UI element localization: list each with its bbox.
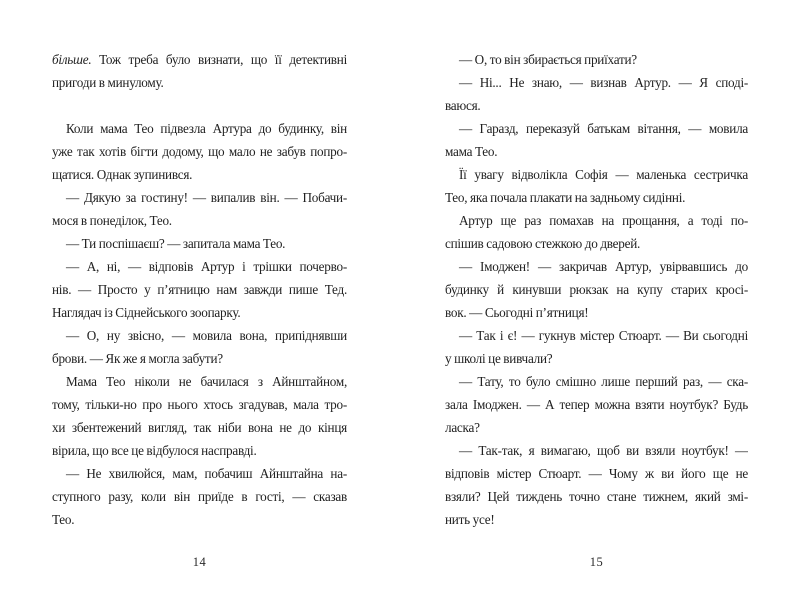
text-line: — Так-так, я вимагаю, щоб ви взяли ноутбук! — [459,443,748,458]
text-line: зала Імоджен. — А тепер можна взяти ноутбук? Будь [445,397,748,412]
text-line: — Імоджен! — закричав Артур, увірвавшись до [459,259,748,274]
italic-text: більше. [52,52,92,67]
text-line: — О, ну звісно, — мовила вона, припіднявши [66,328,347,343]
text-line: Коли мама Тео підвезла Артура до будинку, він [66,121,347,136]
text-line: будинку й кинувши рюкзак на купу старих кросі- [445,282,748,297]
text-line: Тео. [52,512,75,527]
text-line: брови. — Як же я могла забути? [52,351,223,366]
text-line: Артур ще раз помахав на прощання, а тоді по- [459,213,748,228]
page-left [52,48,347,569]
text-line: — О, то він збирається приїхати? [459,52,637,67]
text-line: спішив садовою стежкою до дверей. [445,236,641,251]
text-line: Тео, яка почала плакати на задньому сидінні. [445,190,686,205]
text-line: — А, ні, — відповів Артур і трішки почерво- [66,259,347,274]
text-line: — Дякую за гостину! — випалив він. — Побачи- [66,190,347,205]
text-line: вок. — Сьогодні п’ятниця! [445,305,589,320]
text-line: Мама Тео ніколи не бачилася з Айнштайном, [66,374,347,389]
page-number: 14 [192,555,207,569]
text-line: відповів містер Стюарт. — Чому ж ви його ще не [445,466,748,481]
text-line: Її увагу відволікла Софія — маленька сестричка [459,167,748,182]
text-line: — Гаразд, переказуй батькам вітання, — мовила [459,121,748,136]
text-line: — Так і є! — гукнув містер Стюарт. — Ви сьогодні [459,328,748,343]
text-line: уже так хотів бігти додому, що мало не забув попро- [52,144,347,159]
text-line: мося в понеділок, Тео. [52,213,172,228]
text-line: ваюся. [445,98,481,113]
page-right [445,48,748,569]
text-line: взяли? Цей тиждень точно стане тижнем, який змі- [445,489,748,504]
page-right-text [445,48,748,531]
text-line: щатися. Однак зупинився. [52,167,193,182]
text-line: мама Тео. [445,144,498,159]
text-line: більше. Тож треба було визнати, що її детективні [52,52,347,67]
page-left-text [52,48,347,531]
text-line: хи збентежений вигляд, так ніби вона не до кінця [52,420,347,435]
text-line: — Тату, то було смішно лише перший раз, — ска- [459,374,748,389]
text-line: пригоди в минулому. [52,75,164,90]
text-line: тому, тільки-но про нього хтось згадував, мала тро- [52,397,347,412]
page-number: 15 [589,555,604,569]
text-line: нить усе! [445,512,495,527]
text-line: ступного разу, коли він приїде в гості, — сказав [52,489,347,504]
text-line: — Ні... Не знаю, — визнав Артур. — Я споді- [459,75,748,90]
text-line: — Ти поспішаєш? — запитала мама Тео. [66,236,286,251]
text-line: у школі це вивчали? [445,351,553,366]
text-line: нів. — Просто у п’ятницю нам завжди пише Тед. [52,282,347,297]
text-line: — Не хвилюйся, мам, побачиш Айнштайна на- [66,466,347,481]
text-line: Наглядач із Сіднейського зоопарку. [52,305,241,320]
text-line: ласка? [445,420,480,435]
text-line: вірила, що все це відбулося насправді. [52,443,257,458]
